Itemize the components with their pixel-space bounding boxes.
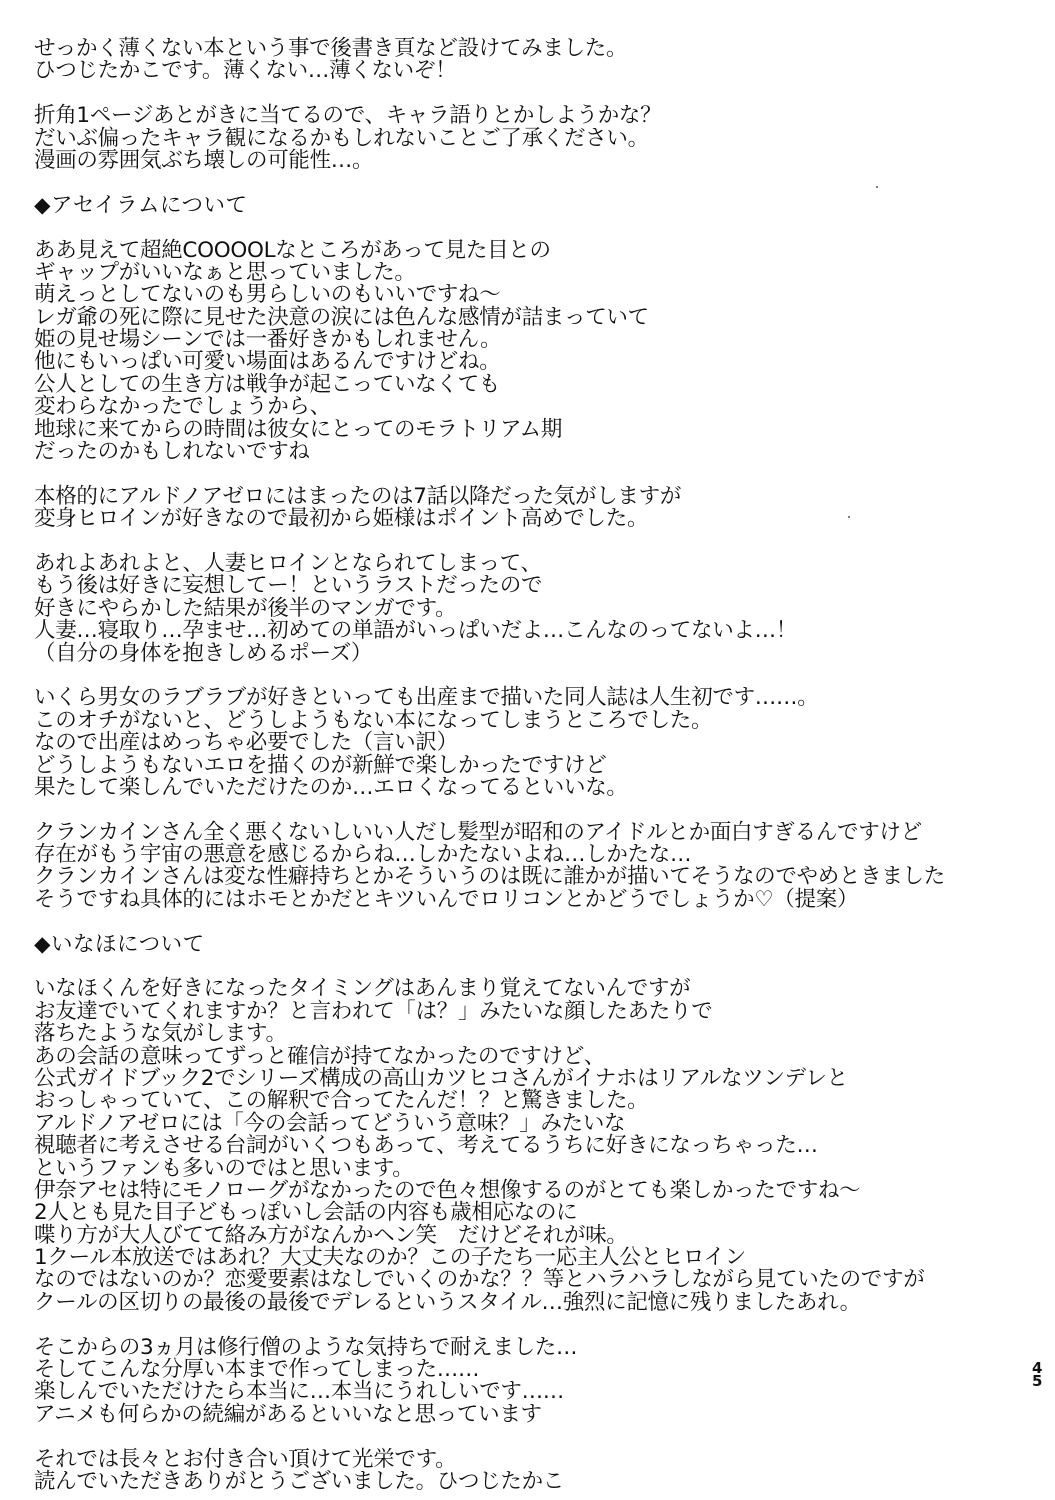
text-line: アニメも何らかの続編があるといいなと思っています <box>34 1401 542 1427</box>
text-line: 2人とも見た目子どもっぽいし会話の内容も歳相応なのに <box>34 1200 578 1226</box>
paragraph <box>34 483 1024 532</box>
text-line: どうしようもないエロを描くのが新鮮で楽しかったですけど <box>34 752 607 778</box>
text-line: アルドノアゼロには「今の会話ってどういう意味？」みたいな <box>34 1110 626 1136</box>
text-line: 萌えっとしてないのも男らしいのもいいですね～ <box>34 282 501 308</box>
text-line: せっかく薄くない本という事で後書き頁など設けてみました。 <box>34 36 628 61</box>
text-line: 変身ヒロインが好きなので最初から姫様はポイント高めでした。 <box>34 506 649 532</box>
text-line: クランカインさんは変な性癖持ちとかそういうのは既に誰かが描いてそうなのでやめときました <box>34 864 945 890</box>
text-line: そこからの3ヵ月は修行僧のような気持ちで耐えました… <box>34 1334 578 1360</box>
paragraph <box>34 550 1024 666</box>
paragraph-gap <box>34 665 1024 687</box>
text-line: 本格的にアルドノアゼロにはまったのは7話以降だった気がしますが <box>34 483 682 509</box>
scan-speck <box>876 186 878 188</box>
text-line: クールの区切りの最後の最後でデレるというスタイル…強烈に記憶に残りましたあれ。 <box>34 1289 861 1315</box>
page-number-value: 45 <box>1032 1359 1043 1390</box>
text-line: なのではないのか？恋愛要素はなしでいくのかな？？等とハラハラしながら見ていたのですが <box>34 1267 925 1293</box>
text-line: だったのかもしれないですね <box>34 439 310 465</box>
text-line: ひつじたかこです。薄くない…薄くないぞ！ <box>34 58 457 84</box>
text-line: 折角1ページあとがきに当てるので、キャラ語りとかしようかな？ <box>34 103 662 129</box>
text-line: そしてこんな分厚い本まで作ってしまった…… <box>34 1357 480 1383</box>
paragraph <box>34 687 1024 799</box>
text-line: なので出産はめっちゃ必要でした（言い訳） <box>34 730 458 756</box>
text-line: 公式ガイドブック2でシリーズ構成の高山カツヒコさんがイナホはリアルなツンデレと <box>34 1065 848 1091</box>
paragraph <box>34 105 1024 172</box>
text-line: 他にもいっぱい可愛い場面はあるんですけどね。 <box>34 349 501 375</box>
paragraph-gap <box>34 531 1024 553</box>
text-line: ギャップがいいなぁと思っていました。 <box>34 259 416 285</box>
text-line: おっしゃっていて、この解釈で合ってたんだ！？と驚きました。 <box>34 1088 649 1114</box>
text-line: 姫の見せ場シーンでは一番好きかもしれません。 <box>34 327 502 353</box>
text-line: 変わらなかったでしょうから、 <box>34 394 331 420</box>
text-line: 楽しんでいただけたら本当に…本当にうれしいです…… <box>34 1379 565 1405</box>
paragraph <box>34 819 1024 912</box>
text-line: レガ爺の死に際に見せた決意の涙には色んな感情が詰まっていて <box>34 304 649 330</box>
text-line: 公人としての生き方は戦争が起こっていなくても <box>34 371 500 397</box>
paragraph-gap <box>34 799 1024 821</box>
text-line: 1クール本放送ではあれ？大丈夫なのか？この子たち一応主人公とヒロイン <box>34 1245 746 1271</box>
heading-text: ◆アセイラムについて <box>34 192 248 218</box>
paragraph-gap <box>34 172 1024 194</box>
paragraph <box>34 237 1024 465</box>
afterword-text <box>34 38 1024 1493</box>
paragraph <box>34 1334 1024 1427</box>
text-line: 地球に来てからの時間は彼女にとってのモラトリアム期 <box>34 416 563 442</box>
text-line: 好きにやらかした結果が後半のマンガです。 <box>34 595 457 621</box>
paragraph <box>34 1446 1024 1494</box>
page-number <box>1030 1359 1044 1390</box>
paragraph-gap <box>34 911 1024 933</box>
paragraph <box>34 38 1024 83</box>
text-line: お友達でいてくれますか？と言われて「は？」みたいな顔したあたりで <box>34 998 713 1024</box>
paragraph-gap <box>34 1426 1024 1448</box>
paragraph-gap <box>34 83 1024 105</box>
text-line: 人妻…寝取り…孕ませ…初めての単語がいっぱいだよ…こんなのってないよ…！ <box>34 618 797 644</box>
text-line: だいぶ偏ったキャラ観になるかもしれないことご了承ください。 <box>34 125 649 151</box>
text-line: 読んでいただきありがとうございました。ひつじたかこ <box>34 1469 565 1494</box>
text-line: そうですね具体的にはホモとかだとキツいんでロリコンとかどうでしょうか♡（提案） <box>34 886 859 912</box>
text-line: それでは長々とお付き合い頂けて光栄です。 <box>34 1446 457 1472</box>
scan-speck <box>848 516 850 518</box>
section-heading <box>34 931 1024 957</box>
text-line: あの会話の意味ってずっと確信が持てなかったのですけど、 <box>34 1043 606 1069</box>
paragraph-gap <box>34 217 1024 239</box>
text-line: いくら男女のラブラブが好きといっても出産まで描いた同人誌は人生初です……。 <box>34 685 819 711</box>
text-line: というファンも多いのではと思います。 <box>34 1155 414 1181</box>
text-line: クランカインさん全く悪くないしいい人だし髪型が昭和のアイドルとか面白すぎるんですけど <box>34 819 922 845</box>
text-line: 喋り方が大人びてて絡み方がなんかヘン笑 だけどそれが味。 <box>34 1222 628 1248</box>
paragraph <box>34 978 1024 1314</box>
text-line: あれよあれよと、人妻ヒロインとなられてしまって、 <box>34 550 542 576</box>
text-line: 伊奈アセは特にモノローグがなかったので色々想像するのがとても楽しかったですね～ <box>34 1177 861 1203</box>
section-heading <box>34 192 1024 218</box>
paragraph-gap <box>34 956 1024 978</box>
text-line: このオチがないと、どうしようもない本になってしまうところでした。 <box>34 707 713 733</box>
text-line: 果たして楽しんでいただけたのか…エロくなってるといいな。 <box>34 774 628 800</box>
paragraph-gap <box>34 1314 1024 1336</box>
text-line: もう後は好きに妄想してー！というラストだったので <box>34 573 543 599</box>
text-line: 漫画の雰囲気ぶち壊しの可能性…。 <box>34 147 374 173</box>
text-line: （自分の身体を抱きしめるポーズ） <box>34 640 373 666</box>
text-line: 落ちたような気がします。 <box>34 1021 287 1047</box>
heading-text: ◆いなほについて <box>34 931 205 957</box>
paragraph-gap <box>34 463 1024 485</box>
text-line: 視聴者に考えさせる台詞がいくつもあって、考えてるうちに好きになっちゃった… <box>34 1133 818 1159</box>
text-line: ああ見えて超絶COOOOLなところがあって見た目との <box>34 237 551 263</box>
text-line: 存在がもう宇宙の悪意を感じるからね…しかたないよね…しかたな… <box>34 842 692 868</box>
text-line: いなほくんを好きになったタイミングはあんまり覚えてないんですが <box>34 976 691 1002</box>
